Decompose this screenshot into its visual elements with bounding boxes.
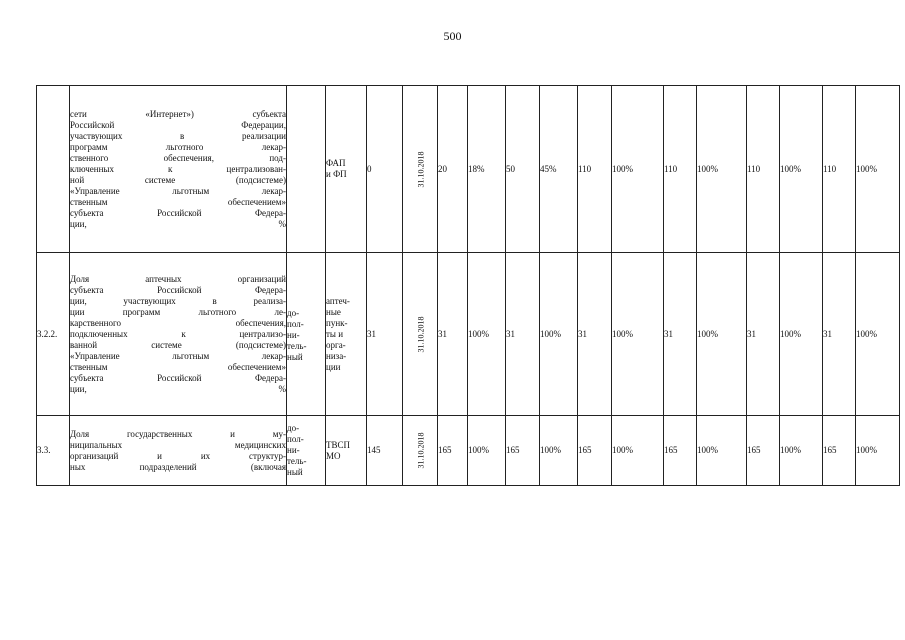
page-number: 500 bbox=[443, 29, 462, 43]
target-percent: 100% bbox=[780, 416, 823, 486]
target-percent: 100% bbox=[612, 86, 664, 253]
table-row bbox=[37, 86, 900, 253]
target-percent: 100% bbox=[612, 416, 664, 486]
target-percent: 100% bbox=[697, 416, 747, 486]
target-value: 165 bbox=[438, 416, 468, 486]
indicator-name: сети «Интернет») субъекта Российской Федерации, участвующих в реализации программ льготного лекар- ственного обеспечения, под- ключенных к централизован- ной системе (подсистеме) «Управление льготным лекар- ственным обеспечением» субъекта Российской Федера- ции, % bbox=[70, 86, 287, 253]
target-value: 31 bbox=[578, 253, 612, 416]
target-value: 31 bbox=[747, 253, 780, 416]
indicator-category: до- пол- ни- тель- ный bbox=[287, 416, 326, 486]
target-value: 110 bbox=[823, 86, 856, 253]
target-value: 165 bbox=[823, 416, 856, 486]
measure-unit: ТВСП МО bbox=[326, 416, 367, 486]
target-percent: 100% bbox=[540, 253, 578, 416]
target-value: 165 bbox=[664, 416, 697, 486]
target-value: 110 bbox=[664, 86, 697, 253]
target-percent: 45% bbox=[540, 86, 578, 253]
base-value: 31 bbox=[367, 253, 403, 416]
target-percent: 100% bbox=[540, 416, 578, 486]
target-value: 31 bbox=[823, 253, 856, 416]
indicator-category bbox=[287, 86, 326, 253]
target-value: 110 bbox=[578, 86, 612, 253]
target-percent: 100% bbox=[468, 416, 506, 486]
target-percent: 100% bbox=[780, 253, 823, 416]
target-percent: 100% bbox=[856, 86, 900, 253]
indicator-category: до- пол- ни- тель- ный bbox=[287, 253, 326, 416]
row-number: 3.2.2. bbox=[37, 253, 70, 416]
measure-unit: аптеч- ные пунк- ты и орга- низа- ции bbox=[326, 253, 367, 416]
base-date: 31.10.2018 bbox=[403, 86, 438, 253]
base-value: 0 bbox=[367, 86, 403, 253]
row-number: 3.3. bbox=[37, 416, 70, 486]
target-value: 165 bbox=[506, 416, 540, 486]
base-date: 31.10.2018 bbox=[403, 253, 438, 416]
target-value: 165 bbox=[578, 416, 612, 486]
target-value: 50 bbox=[506, 86, 540, 253]
indicator-name: Доля государственных и му- ниципальных медицинских организаций и их структур- ных подразделений (включая bbox=[70, 416, 287, 486]
table-row bbox=[37, 253, 900, 416]
target-percent: 100% bbox=[697, 86, 747, 253]
target-value: 165 bbox=[747, 416, 780, 486]
target-percent: 100% bbox=[468, 253, 506, 416]
target-percent: 100% bbox=[856, 253, 900, 416]
target-value: 31 bbox=[506, 253, 540, 416]
target-value: 20 bbox=[438, 86, 468, 253]
row-number bbox=[37, 86, 70, 253]
target-value: 110 bbox=[747, 86, 780, 253]
base-value: 145 bbox=[367, 416, 403, 486]
target-percent: 100% bbox=[697, 253, 747, 416]
measure-unit: ФАП и ФП bbox=[326, 86, 367, 253]
target-value: 31 bbox=[438, 253, 468, 416]
table-row bbox=[37, 416, 900, 486]
target-percent: 100% bbox=[856, 416, 900, 486]
base-date: 31.10.2018 bbox=[403, 416, 438, 486]
indicator-table bbox=[36, 85, 900, 486]
target-percent: 18% bbox=[468, 86, 506, 253]
indicator-name: Доля аптечных организаций субъекта Российской Федера- ции, участвующих в реализа- ции программ льготного ле- карственного обеспечения, подключенных к централизо- ванной системе (подсистеме) «Управление льготным лекар- ственным обеспечением» субъекта Российской Федера- ции, % bbox=[70, 253, 287, 416]
target-value: 31 bbox=[664, 253, 697, 416]
target-percent: 100% bbox=[780, 86, 823, 253]
target-percent: 100% bbox=[612, 253, 664, 416]
